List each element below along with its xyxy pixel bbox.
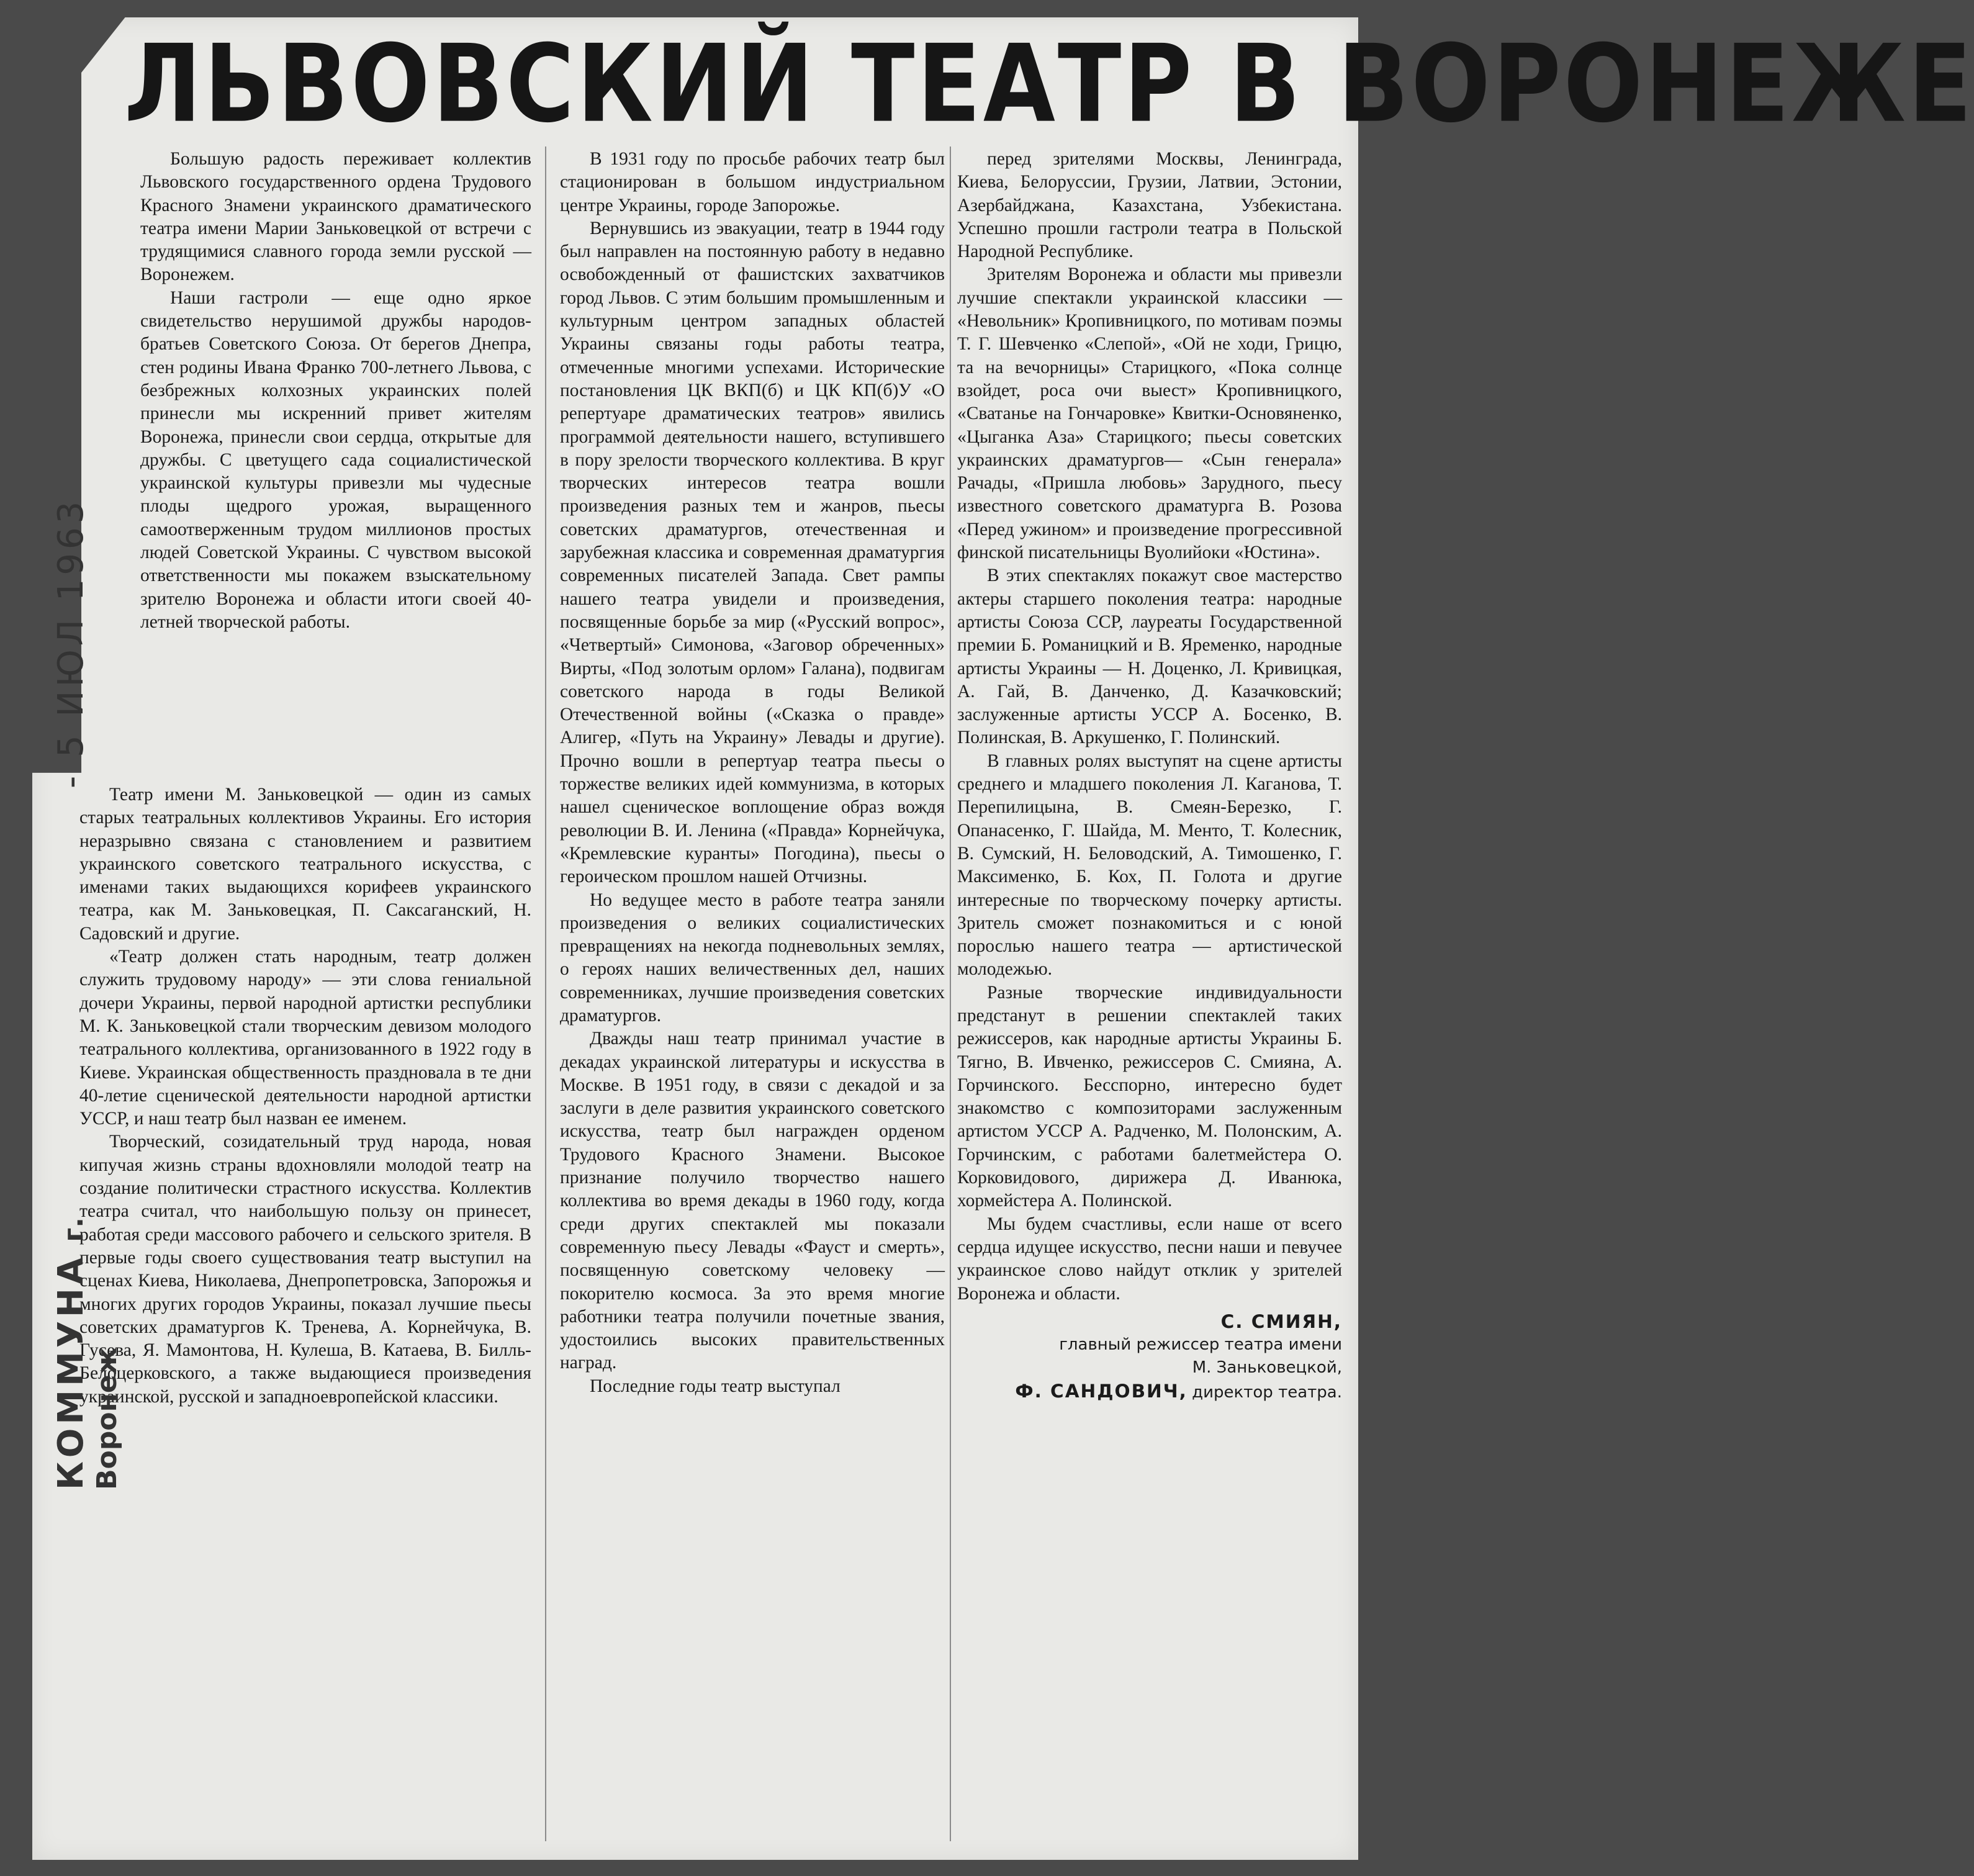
author-name: С. СМИЯН, <box>1220 1310 1342 1332</box>
stamp-city: г. Воронеж <box>58 1217 123 1490</box>
signature-block <box>957 1310 1342 1404</box>
column-rule <box>545 147 546 1841</box>
paragraph: В главных ролях выступят на сцене артисты среднего и младшего поколения Л. Каганова, Т. Перепилицына, В. Смеян-Березко, Г. Опанасенко, Г. Шайда, М. Менто, Т. Колесник, В. Сумский, Н. Беловодский, А. Тимошенко, Г. Максименко, Б. Кох, П. Голота и другие интересные по творческому почерку артисты. Зритель сможет познакомиться и с юной порослью нашего театра — артистической молодежью. <box>957 751 1342 980</box>
archive-stamp <box>51 497 123 1490</box>
paragraph: Последние годы театр выступал <box>590 1376 841 1396</box>
paragraph: Большую радость переживает коллектив Львовского государственного ордена Трудового Красного Знамени украинского драматического театра имени Марии Заньковецкой от встречи с трудящимися славного города земли русской — Воронежем. <box>140 149 531 285</box>
paragraph: «Театр должен стать народным, театр должен служить трудовому народу» — эти слова гениальной дочери Украины, первой народной артистки республики М. К. Заньковецкой стали творческим девизом молодого театрального коллектива, организованного в 1922 году в Киеве. Украинская общественность праздновала в те дни 40-летие сценической деятельности народной артистки УССР, и наш театр был назван ее именем. <box>79 947 531 1129</box>
stamp-newspaper: КОММУНА <box>51 1253 91 1490</box>
paragraph: Дважды наш театр принимал участие в декадах украинской литературы и искусства в Москве. В 1951 году, в связи с декадой и за заслуги в деле развития украинского советского искусства, театр был награжден орденом Трудового Красного Знамени. Высокое признание получило творчество нашего коллектива во время декады в 1960 году, когда среди других спектаклей мы показали современную пьесу Левады «Фауст и смерть», посвященную советскому человеку — покорителю космоса. За это время многие работники театра получили почетные звания, удостоились высоких правительственных наград. <box>560 1029 945 1373</box>
author-role: главный режиссер театра имени <box>1059 1335 1342 1355</box>
stamp-date: - 5 ИЮЛ 1963 <box>51 497 91 788</box>
paragraph: перед зрителями Москвы, Ленинграда, Киева, Белоруссии, Грузии, Латвии, Эстонии, Азербайджана, Казахстана, Узбекистана. Успешно прошли гастроли театра в Польской Народной Республике. <box>957 149 1342 262</box>
author-role: директор театра. <box>1192 1382 1342 1402</box>
paragraph: Вернувшись из эвакуации, театр в 1944 году был направлен на постоянную работу в недавно освобожденный от фашистских захватчиков город Львов. С этим большим промышленным и культурным центром западных областей Украины связаны годы работы театра, отмеченные многими успехами. Исторические постановления ЦК ВКП(б) и ЦК КП(б)У «О репертуаре драматических театров» явились программой деятельности нашего, вступившего в пору зрелости творческого коллектива. В круг творческих интересов театра вошли произведения разных тем и жанров, пьесы советских драматургов, отечественная и зарубежная классика и современная драматургия современных писателей Запада. Свет рампы нашего театра увидели и произведения, посвященные борьбе за мир («Русский вопрос», «Четвертый» Симонова, «Заговор обреченных» Вирты, «Под золотым орлом» Галана), подвигам советского народа в годы Великой Отечественной войны («Сказка о правде» Алигер, «Путь на Украину» Левады и другие). Прочно вошли в репертуар театра пьесы о торжестве великих идей коммунизма, в которых нашел сценическое воплощение образ вождя революции В. И. Ленина («Правда» Корнейчука, «Кремлевские куранты» Погодина), пьесы о героическом прошлом нашей Отчизны. <box>560 218 945 887</box>
column-1-top <box>140 148 531 634</box>
paragraph: Мы будем счастливы, если наше от всего сердца идущее искусство, песни наши и певучее украинское слово найдут отклик у зрителей Воронежа и области. <box>957 1214 1342 1304</box>
paragraph: Разные творческие индивидуальности предстанут в решении спектаклей таких режиссеров, как народные артисты Украины Б. Тягно, В. Ивченко, режиссеров С. Смияна, А. Горчинского. Бесспорно, интересно будет знакомство с композиторами заслуженным артистом УССР А. Радченко, М. Полонским, А. Горчинским, с работами балетмейстера О. Корковидового, дирижера Д. Иванюка, хормейстера А. Полинской. <box>957 982 1342 1211</box>
headline: ЛЬВОВСКИЙ ТЕАТР В ВОРОНЕЖЕ <box>124 22 1974 147</box>
paragraph: В 1931 году по просьбе рабочих театр был стационирован в большом индустриальном центре Украины, городе Запорожье. <box>560 149 945 215</box>
column-2 <box>560 148 945 1398</box>
author-role: М. Заньковецкой, <box>1192 1358 1342 1378</box>
column-rule <box>950 147 951 1841</box>
paragraph: Творческий, созидательный труд народа, новая кипучая жизнь страны вдохновляли молодой театр на создание политически страстного искусства. Коллектив театра считал, что наибольшую пользу он принесет, работая среди массового рабочего и сельского зрителя. В первые годы своего существования театр выступил на сценах Киева, Николаева, Днепропетровска, Запорожья и многих других городов Украины, показал лучшие пьесы советских драматургов К. Тренева, А. Корнейчука, В. Гусева, Я. Мамонтова, Н. Кулеша, В. Катаева, В. Билль-Белоцерковского, а также выдающиеся произведения украинской, русской и западноевропейской классики. <box>79 1132 531 1407</box>
paragraph: Зрителям Воронежа и области мы привезли лучшие спектакли украинской классики — «Невольник» Кропивницкого, по мотивам поэмы Т. Г. Шевченко «Слепой», «Ой не ходи, Грицю, та на вечорницы» Старицкого, «Пока солнце взойдет, роса очи выест» Кропивницкого, «Сватанье на Гончаровке» Квитки-Основяненко, «Цыганка Аза» Старицкого; пьесы советских украинских драматургов— «Сын генерала» Рачады, «Пришла любовь» Зарудного, пьесу известного советского драматурга В. Розова «Перед ужином» и произведение прогрессивной финской писательницы Вуолийоки «Юстина». <box>957 264 1342 563</box>
paragraph: Но ведущее место в работе театра заняли произведения о великих социалистических превращениях на некогда подневольных землях, о героях наших величественных дел, наших современниках, лучшие произведения советских драматургов. <box>560 890 945 1026</box>
paragraph: Театр имени М. Заньковецкой — один из самых старых театральных коллективов Украины. Его история неразрывно связана с становлением и развитием украинского советского театрального искусства, с именами таких выдающихся корифеев украинского театра, как М. Заньковецкая, П. Саксаганский, Н. Садовский и другие. <box>79 785 531 944</box>
column-1-bottom <box>79 783 531 1409</box>
column-3 <box>957 148 1342 1404</box>
paragraph: В этих спектаклях покажут свое мастерство актеры старшего поколения театра: народные артисты Союза ССР, лауреаты Государственной премии Б. Романицкий и В. Яременко, народные артисты Украины — Н. Доценко, Л. Кривицкая, А. Гай, В. Данченко, Д. Казачковский; заслуженные артисты УССР А. Босенко, В. Полинская, В. Аркушенко, Г. Полинский. <box>957 566 1342 748</box>
paragraph: Наши гастроли — еще одно яркое свидетельство нерушимой дружбы народов-братьев Советского Союза. От берегов Днепра, стен родины Ивана Франко 700-летнего Львова, с безбрежных колхозных украинских полей принесли мы искренний привет жителям Воронежа, принесли свои сердца, открытые для дружбы. С цветущего сада социалистической украинской культуры привезли мы чудесные плоды щедрого урожая, выращенного самоотверженным трудом миллионов простых людей Советской Украины. С чувством высокой ответственности мы покажем взыскательному зрителю Воронежа и области итоги своей 40-летней творческой работы. <box>140 287 531 632</box>
author-name: Ф. САНДОВИЧ, <box>1015 1380 1188 1402</box>
